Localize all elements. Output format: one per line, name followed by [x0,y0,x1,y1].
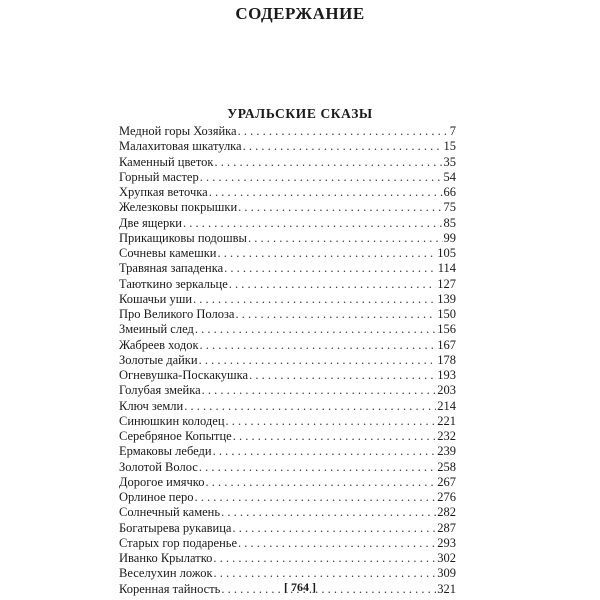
toc-entry-page-number: 214 [437,398,456,413]
toc-entry-page-number: 178 [437,352,456,367]
toc-entry-page-number: 167 [437,337,456,352]
toc-entry-page-number: 35 [443,154,456,169]
toc-entry-page-number: 309 [437,566,456,581]
toc-entry-title: Коренная тайность [119,581,221,596]
dot-leader [249,368,436,383]
toc-entry-title: Травяная западенка [119,261,224,276]
toc-entry-page-number: 7 [449,124,456,138]
dot-leader [193,292,436,307]
toc-entry-title: Серебряное Копытце [119,429,232,443]
toc-entry-page-number: 276 [437,490,456,504]
toc-entry [119,490,456,505]
toc-entry-page-number: 127 [437,276,456,291]
toc-entry-page-number: 66 [443,185,456,199]
dot-leader [238,124,449,139]
toc-entry-title: Старых гор подаренье [119,535,238,550]
toc-entry-title: Золотой Волос [119,459,198,474]
toc-entry-title: Змеиный след [119,322,194,337]
toc-entry-page-number: 232 [437,429,456,443]
toc-entry [119,246,456,261]
toc-entry-title: Железковы покрышки [119,200,238,215]
toc-entry-title: Жабреев ходок [119,337,199,352]
toc-entry [119,307,456,322]
dot-leader [213,444,437,459]
toc-entry [119,521,456,536]
toc-entry-page-number: 193 [437,368,456,382]
toc-entry-title: Медной горы Хозяйка [119,124,237,138]
dot-leader [248,231,443,246]
toc-entry [119,429,456,444]
toc-entry-title: Горный мастер [119,169,199,184]
toc-entry-page-number: 85 [443,215,456,230]
toc-entry-title: Голубая змейка [119,383,201,398]
toc-entry-page-number: 105 [437,246,456,260]
toc-entry [119,261,456,276]
toc-entry [119,216,456,231]
dot-leader [238,536,436,551]
toc-entry-title: Малахитовая шкатулка [119,139,242,154]
toc-entry [119,475,456,490]
dot-leader [238,200,442,215]
toc-entry-title: Кошачьи уши [119,291,193,306]
toc-entry-title: Иванко Крылатко [119,551,213,565]
toc-entry-page-number: 203 [437,383,456,398]
toc-entry-page-number: 150 [437,307,456,321]
toc-entry-title: Солнечный камень [119,505,221,520]
toc-entry-title: Ермаковы лебеди [119,444,212,459]
toc-entry-title: Сочневы камешки [119,246,217,260]
toc-entry-title: Дорогое имячко [119,474,205,489]
toc-entry-title: Две ящерки [119,215,182,230]
toc-entry-title: Хрупкая веточка [119,185,208,199]
dot-leader [183,216,443,231]
toc-entry-page-number: 258 [437,459,456,474]
toc-entry-title: Орлиное перо [119,490,194,504]
toc-entry [119,368,456,383]
dot-leader [202,383,437,398]
toc-entry-page-number: 321 [437,581,456,596]
section-title: УРАЛЬСКИЕ СКАЗЫ [227,106,373,121]
toc-entry [119,139,456,154]
dot-leader [200,338,437,353]
toc-entry-page-number: 114 [437,261,456,276]
toc-entry [119,338,456,353]
dot-leader [199,353,437,368]
toc-entry [119,414,456,429]
toc-entry-title: Про Великого Полоза [119,307,235,321]
toc-entry [119,536,456,551]
toc-entry-page-number: 54 [443,169,456,184]
toc-entry [119,444,456,459]
toc-entry-page-number: 302 [437,551,456,565]
toc-entry [119,551,456,566]
toc-entry-page-number: 267 [437,474,456,489]
toc-entry [119,505,456,520]
toc-entry [119,170,456,185]
toc-entry-title: Ключ земли [119,398,184,413]
dot-leader [209,185,443,200]
toc-entry-page-number: 139 [437,291,456,306]
toc-entry-page-number: 221 [437,413,456,428]
dot-leader [229,277,436,292]
toc-entry-title: Веселухин ложок [119,566,213,581]
toc-entry [119,383,456,398]
toc-entry-page-number: 239 [437,444,456,459]
toc-entry-page-number: 293 [437,535,456,550]
toc-entry-title: Синюшкин колодец [119,413,225,428]
dot-leader [195,322,436,337]
dot-leader [233,429,437,444]
toc-entry-page-number: 156 [437,322,456,337]
toc-entry [119,155,456,170]
dot-leader [226,414,437,429]
page-folio: [ 764 ] [284,580,316,594]
page-title: СОДЕРЖАНИЕ [235,4,365,23]
dot-leader [221,505,436,520]
toc-entry-page-number: 15 [443,139,456,154]
toc-entry-title: Прикащиковы подошвы [119,230,247,245]
toc-entry [119,399,456,414]
table-of-contents [119,124,456,597]
toc-entry [119,292,456,307]
dot-leader [214,155,442,170]
dot-leader [232,521,436,536]
toc-entry-title: Огневушка-Поскакушка [119,368,249,382]
toc-entry [119,322,456,337]
toc-entry-title: Каменный цветок [119,154,214,169]
toc-entry [119,124,456,139]
toc-entry [119,185,456,200]
toc-entry-page-number: 75 [443,200,456,215]
toc-entry-title: Богатырева рукавица [119,520,232,535]
dot-leader [235,307,436,322]
toc-entry [119,200,456,215]
dot-leader [199,460,436,475]
dot-leader [213,551,436,566]
dot-leader [206,475,437,490]
dot-leader [184,399,436,414]
dot-leader [195,490,437,505]
toc-entry-title: Золотые дайки [119,352,198,367]
toc-entry-page-number: 99 [443,230,456,245]
toc-entry [119,231,456,246]
toc-entry-page-number: 282 [437,505,456,520]
dot-leader [200,170,443,185]
toc-entry [119,353,456,368]
toc-entry-title: Таюткино зеркальце [119,276,228,291]
dot-leader [218,246,437,261]
toc-entry-page-number: 287 [437,520,456,535]
toc-entry [119,277,456,292]
toc-entry [119,460,456,475]
dot-leader [224,261,437,276]
dot-leader [243,139,443,154]
